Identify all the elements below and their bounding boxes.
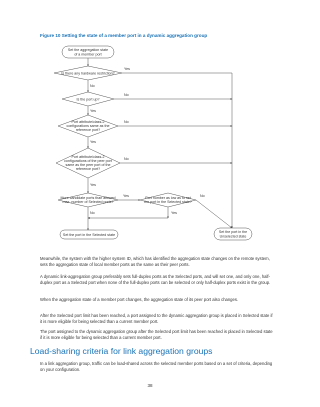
paragraph-2: A dynamic link-aggregation group preferably sets full-duplex ports as the Selected ports, and will set one, and only one, half-duplex port as a Selected port when none of the full-duplex ports can be selected or only half-duplex ports exist in the group. xyxy=(40,274,271,285)
label-no-3: No xyxy=(124,120,129,124)
page-number: 38 xyxy=(147,383,153,388)
node-port-number-low xyxy=(140,193,196,207)
svg-text:Set the port in the: Set the port in the xyxy=(218,230,248,234)
label-yes-3: Yes xyxy=(90,140,96,144)
svg-text:the port in the Selected state: the port in the Selected state? xyxy=(144,200,192,204)
section-body: In a link aggregation group, traffic can be load-shared across the selected member ports based on a set of criteria, depending on your configuration. xyxy=(40,361,273,372)
node-unselected xyxy=(214,228,252,240)
svg-text:Is there any hardware restrict: Is there any hardware restriction? xyxy=(61,71,115,76)
svg-text:configurations of the peer por: configurations of the peer port xyxy=(64,159,112,163)
svg-text:More candidate ports than allo: More candidate ports than allowed xyxy=(60,196,116,200)
node-port-up xyxy=(62,92,114,106)
label-yes-1: Yes xyxy=(124,67,130,71)
node-more-candidates xyxy=(58,193,118,207)
svg-text:Unselected state: Unselected state xyxy=(219,234,247,239)
label-no-2: No xyxy=(124,93,129,97)
svg-text:Port attribute/class-2: Port attribute/class-2 xyxy=(71,155,105,159)
svg-text:Port attribute/class-2: Port attribute/class-2 xyxy=(71,120,105,124)
label-no-6: No xyxy=(200,194,205,198)
svg-text:reference port?: reference port? xyxy=(75,167,101,171)
paragraph-1: Meanwhile, the system with the higher system ID, which has identified the aggregation state changes on the remote system, sets the aggregation state of local member ports as the same as their peer ports. xyxy=(40,256,270,267)
svg-text:same as the peer port of the: same as the peer port of the xyxy=(65,163,111,167)
svg-text:Is the port up?: Is the port up? xyxy=(76,97,100,102)
svg-text:max. number of Selected ports?: max. number of Selected ports? xyxy=(62,200,114,204)
label-no-5: No xyxy=(90,211,95,215)
node-selected xyxy=(60,230,118,239)
svg-text:reference port?: reference port? xyxy=(75,128,101,132)
label-yes-4: Yes xyxy=(90,183,96,187)
paragraph-4: After the Selected port limit has been reached, a port assigned to the dynamic aggregation group is placed in Selected state if it is more eligible for being selected than a current member port. xyxy=(40,313,273,324)
node-hw-restriction xyxy=(54,66,122,80)
node-start-line1: Set the aggregation state xyxy=(67,48,109,52)
node-attr-class2 xyxy=(58,115,118,137)
node-peer-attr-class2 xyxy=(56,148,120,178)
figure-title: Figure 10 Setting the state of a member port in a dynamic aggregation group xyxy=(40,33,208,38)
node-start-line2: of a member port xyxy=(74,52,102,57)
svg-text:configurations same as the: configurations same as the xyxy=(66,124,110,128)
label-yes-2: Yes xyxy=(90,109,96,113)
label-no-4: No xyxy=(124,157,129,161)
label-yes-6: Yes xyxy=(171,211,177,215)
paragraph-3: When the aggregation state of a member port changes, the aggregation state of its peer port also changes. xyxy=(40,297,239,302)
label-yes-5: Yes xyxy=(123,194,129,198)
svg-text:Port number as low as to set: Port number as low as to set xyxy=(145,196,191,200)
paragraph-5: The port assigned to the dynamic aggregation group after the Selected port limit has been reached is placed in Selected state if it is more eligible for being selected than a current member port. xyxy=(40,329,273,340)
node-start xyxy=(62,46,114,58)
label-no-1: No xyxy=(90,84,95,88)
section-heading: Load-sharing criteria for link aggregation groups xyxy=(30,346,213,356)
svg-text:Set the port in the Selected s: Set the port in the Selected state xyxy=(62,232,116,237)
